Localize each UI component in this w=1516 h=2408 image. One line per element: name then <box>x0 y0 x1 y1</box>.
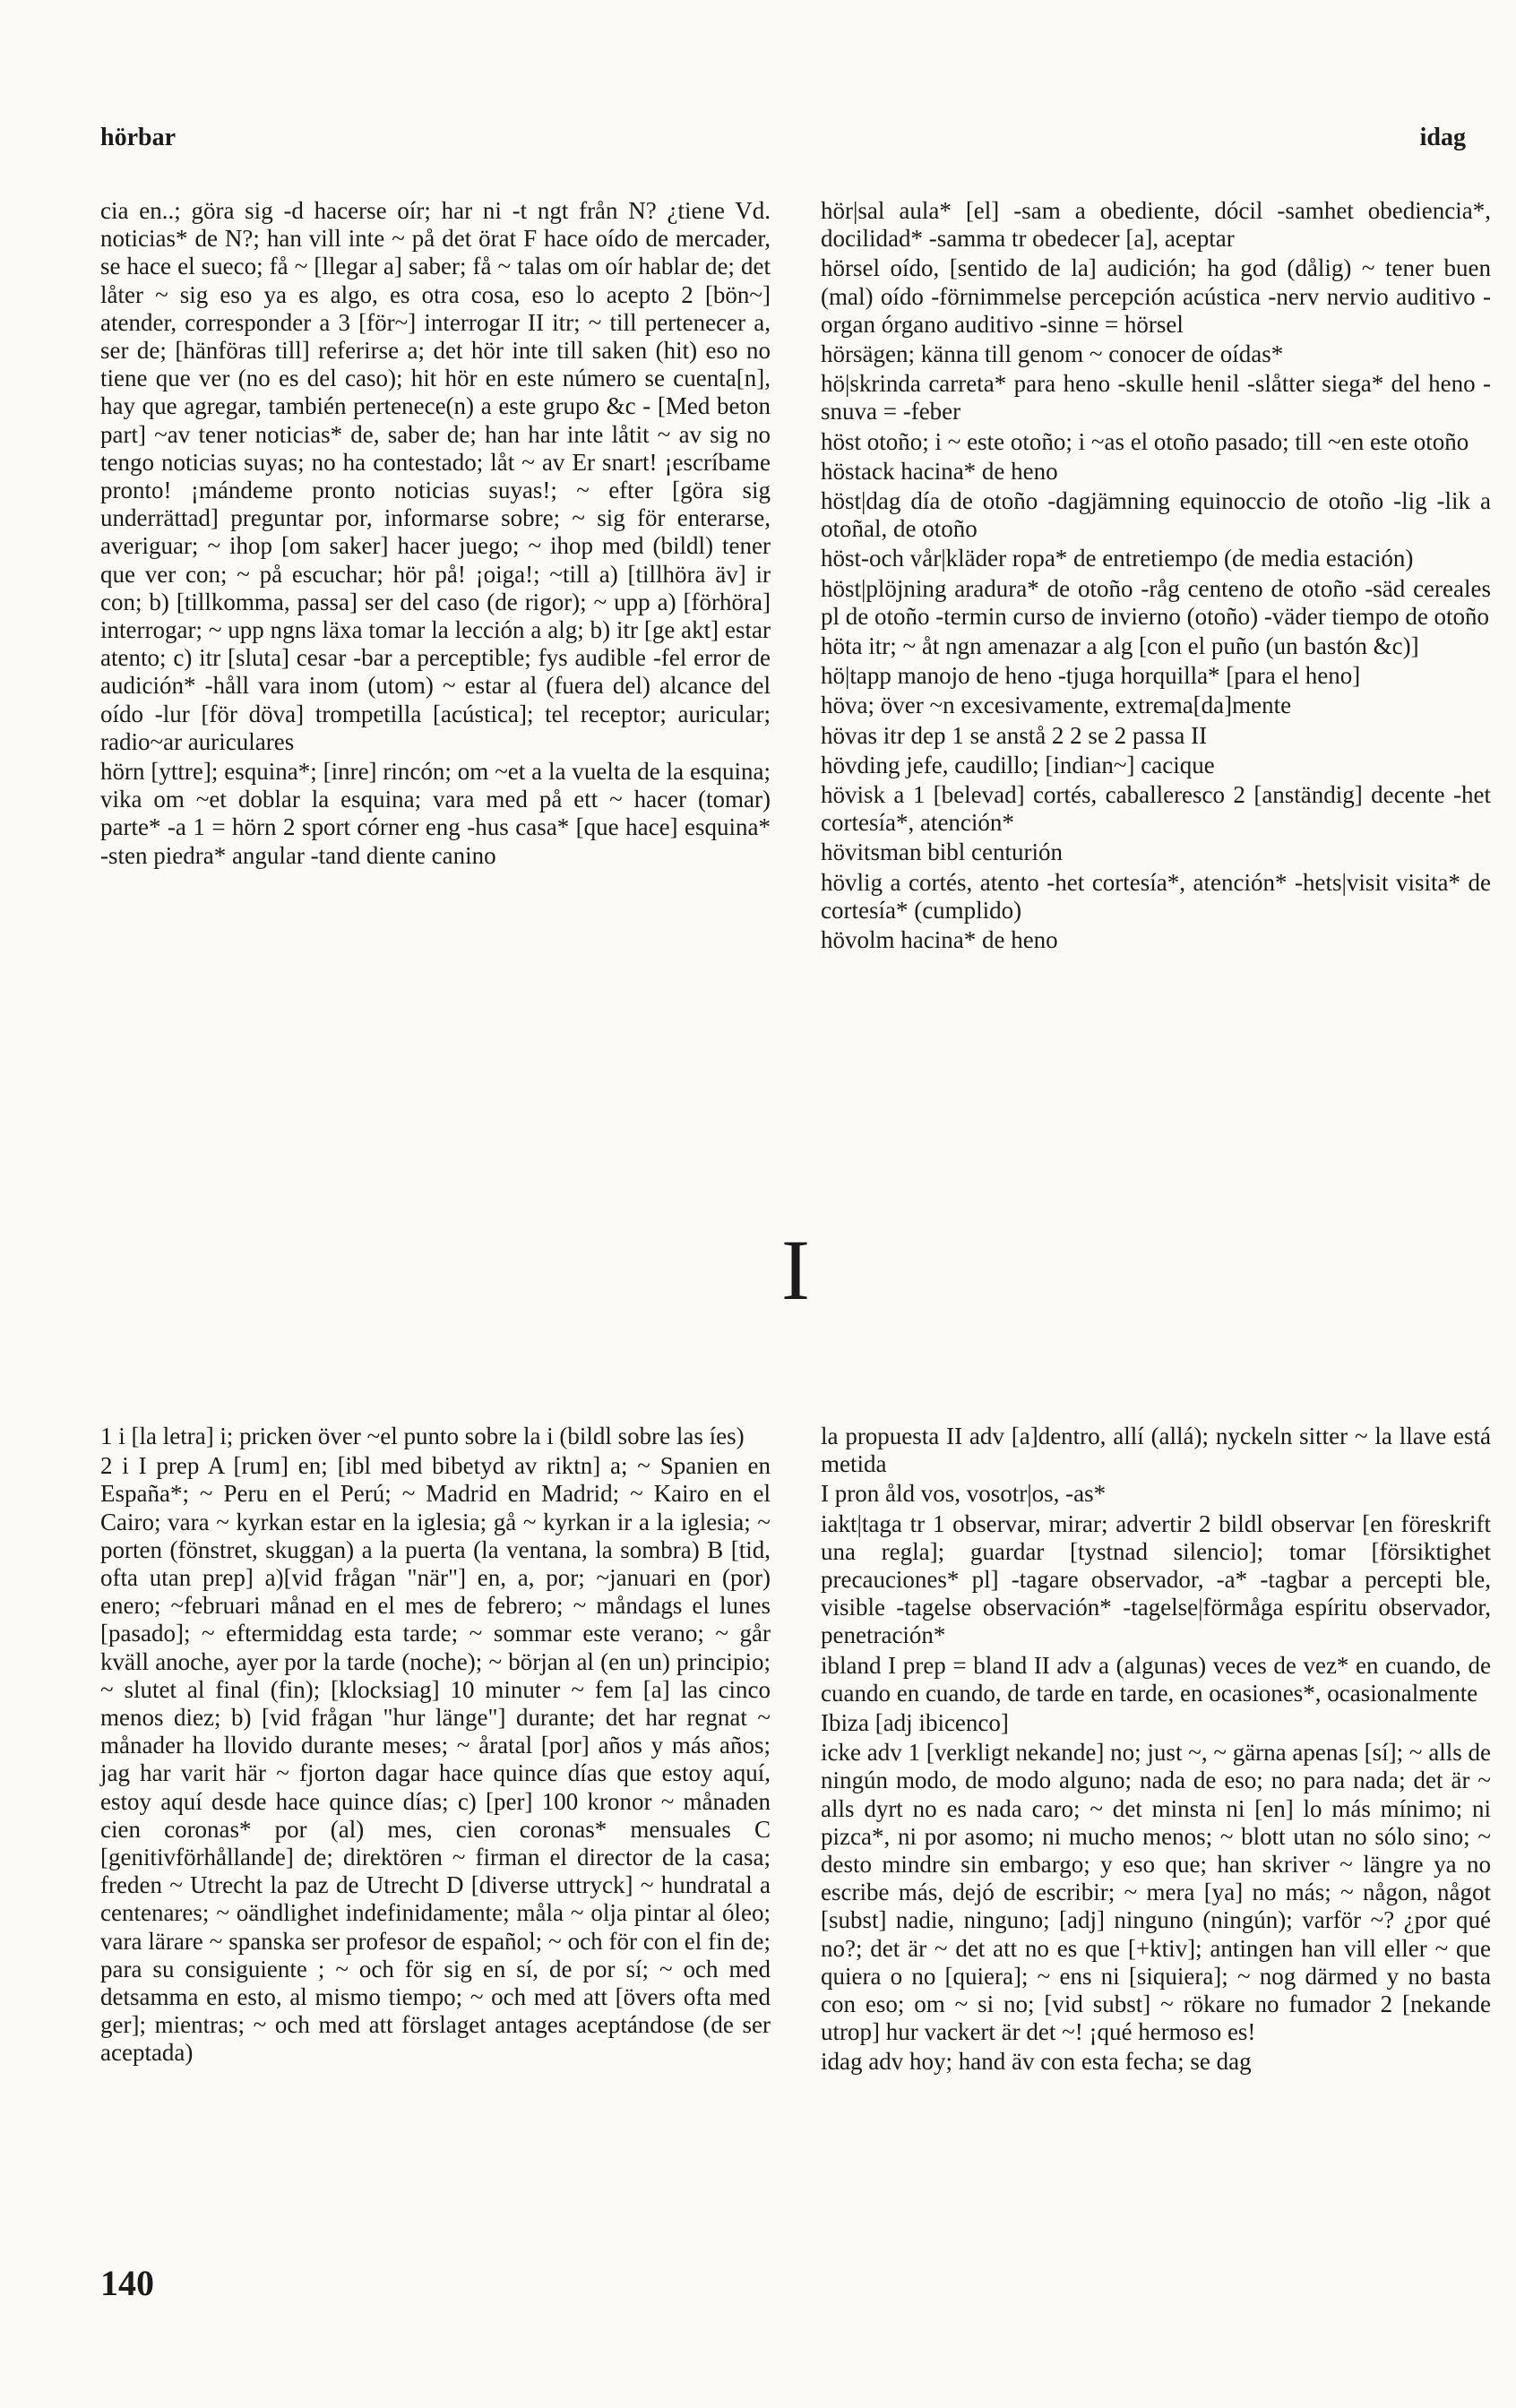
dictionary-entry: cia en..; göra sig -d hacerse oír; har ni -t ngt från N? ¿tiene Vd. noticias* de N?; han vill inte ~ på det örat F hace oído de mercader, se hace el sueco; få ~ [llegar a] saber; få ~ talas om oír hablar de; det låter ~ sig eso ya es algo, es otra cosa, eso lo acepto 2 [bön~] atender, corresponder a 3 [för~] interrogar II itr; ~ till pertenecer a, ser de; [hänföras till] referirse a; det hör inte till saken (hit) eso no tiene que ver (no es del caso); hit hör en este número se cuenta[n], hay que agregar, también pertenece(n) a este grupo &c - [Med beton part] ~av tener noticias* de, saber de; han har inte låtit ~ av sig no tengo noticias suyas; no ha contestado; låt ~ av Er snart! ¡escríbame pronto! ¡mándeme pronto noticias suyas!; ~ efter [göra sig underrättad] preguntar por, informarse sobre; ~ sig för enterarse, averiguar; ~ ihop [om saker] hacer juego; ~ ihop med (bildl) tener que ver con; ~ på escuchar; hör på! ¡oiga!; ~till a) [tillhöra äv] ir con; b) [tillkomma, passa] ser del caso (de rigor); ~ upp a) [förhöra] interrogar; ~ upp ngns läxa tomar la lección a alg; b) itr [ge akt] estar atento; c) itr [sluta] cesar -bar a perceptible; fys audible -fel error de audición* -håll vara inom (utom) ~ estar al (fuera del) alcance del oído -lur [för döva] trompetilla [acústica]; tel receptor; auricular; radio~ar auriculares <box>100 197 771 755</box>
dictionary-entry: hövlig a cortés, atento -het cortesía*, atención* -hets|visit visita* de cortesía* (cumplido) <box>821 868 1491 924</box>
dictionary-entry: 1 i [la letra] i; pricken över ~el punto sobre la i (bildl sobre las íes) <box>100 1423 745 1449</box>
dictionary-entry: la propuesta II adv [a]dentro, allí (allá); nyckeln sitter ~ la llave está metida <box>821 1423 1491 1478</box>
dictionary-entry: höst otoño; i ~ este otoño; i ~as el otoño pasado; till ~en este otoño <box>821 427 1469 455</box>
dictionary-entry: hövisk a 1 [belevad] cortés, caballeresco 2 [anständig] decente -het cortesía*, atención* <box>821 781 1491 837</box>
dictionary-entry: hörsägen; känna till genom ~ conocer de oídas* <box>821 340 1284 368</box>
dictionary-entry: iakt|taga tr 1 observar, mirar; advertir 2 bildl observar [en föreskrift una regla]; guardar [tystnad silencio]; tomar [försiktighet precauciones* pl] -tagare observador, -a* -tagbar a percepti ble, visible -tagelse observación* -tagelse|förmåga espíritu observador, penetración* <box>821 1509 1491 1649</box>
dictionary-entry: höst-och vår|kläder ropa* de entretiempo (de media estación) <box>821 545 1414 572</box>
dictionary-entry: hörsel oído, [sentido de la] audición; ha god (dålig) ~ tener buen (mal) oído -förnimmelse percepción acústica -nerv nervio auditivo -organ órgano auditivo -sinne = hörsel <box>821 254 1491 338</box>
dictionary-entry: idag adv hoy; hand äv con esta fecha; se dag <box>821 2048 1252 2076</box>
dictionary-entry: höstack hacina* de heno <box>821 457 1058 485</box>
dictionary-entry: hö|skrinda carreta* para heno -skulle henil -slåtter siega* del heno -snuva = -feber <box>821 370 1491 426</box>
running-head-right: idag <box>1419 124 1466 151</box>
dictionary-entry: höst|plöjning aradura* de otoño -råg centeno de otoño -säd cereales pl de otoño -termin curso de invierno (otoño) -väder tiempo de otoño <box>821 574 1491 630</box>
dictionary-entry: Ibiza [adj ibicenco] <box>821 1709 1009 1737</box>
dictionary-entry: hövas itr dep 1 se anstå 2 2 se 2 passa II <box>821 721 1208 749</box>
dictionary-entry: 2 i I prep A [rum] en; [ibl med bibetyd av riktn] a; ~ Spanien en España*; ~ Peru en el Perú; ~ Madrid en Madrid; ~ Kairo en el Cairo; vara ~ kyrkan estar en la iglesia; gå ~ kyrkan ir a la iglesia; ~ porten (fönstret, skuggan) a la puerta (la ventana, la sombra) B [tid, ofta utan prep] a)[vid frågan "när"] en, a, por; ~januari en (por) enero; ~februari månad en el mes de febrero; ~ måndags el lunes [pasado]; ~ eftermiddag esta tarde; ~ sommar este verano; ~ går kväll anoche, ayer por la tarde (noche); ~ början al (en un) principio; ~ slutet al final (fin); [klocksiag] 10 minuter ~ fem [a] las cinco menos diez; b) [vid frågan "hur länge"] durante; det har regnat ~ månader ha llovido durante meses; ~ åratal [por] años y más años; jag har varit här ~ fjorton dagar hace quince días que estoy aquí, estoy aquí desde hace quince días; c) [per] 100 kronor ~ månaden cien coronas* por (al) mes, cien coronas* mensuales C [genitivförhållande] de; direktören ~ firman el director de la casa; freden ~ Utrecht la paz de Utrecht D [diverse uttryck] ~ hundratal a centenares; ~ oändlighet indefinidamente; måla ~ olja pintar al óleo; vara lärare ~ spanska ser profesor de español; ~ och för con el fin de; para su consiguiente ; ~ och för sig en sí, de por sí; ~ och med detsamma en esto, al mismo tiempo; ~ och med att [övers ofta med ger]; mientras; ~ och med att förslaget antages aceptándose (de ser aceptada) <box>100 1452 771 2067</box>
dictionary-entry: ibland I prep = bland II adv a (algunas) veces de vez* en cuando, de cuando en cuando, de tarde en tarde, en ocasiones*, ocasionalmente <box>821 1651 1491 1707</box>
section-letter: I <box>781 1222 810 1318</box>
dictionary-entry: I pron åld vos, vosotr|os, -as* <box>821 1480 1107 1508</box>
dictionary-entry: icke adv 1 [verkligt nekande] no; just ~, ~ gärna apenas [sí]; ~ alls de ningún modo, de modo alguno; nada de eso; no para nada; det är ~ alls dyrt no es nada caro; ~ det minsta ni [en] lo más mínimo; ni pizca*, ni por asomo; ni mucho menos; ~ blott utan no sólo sino; ~ desto mindre sin embargo; y eso que; han skriver ~ längre ya no escribe más, dejó de escribir; ~ mera [ya] no más; ~ någon, något [subst] nadie, ninguno; [adj] ninguno (ningún); varför ~? ¿por qué no?; det är ~ det att no es que [+ktiv]; antingen han vill eller ~ que quiera o no [quiera]; ~ ens ni [siquiera]; ~ nog därmed y no basta con eso; om ~ si no; [vid subst] ~ rökare no fumador 2 [nekande utrop] hur vackert är det ~! ¡qué hermoso es! <box>821 1739 1491 2046</box>
right-column-top <box>821 197 1491 954</box>
dictionary-entry: hör|sal aula* [el] -sam a obediente, dócil -samhet obediencia*, docilidad* -samma tr obedecer [a], aceptar <box>821 197 1491 253</box>
left-column-top <box>100 197 771 870</box>
dictionary-entry: höst|dag día de otoño -dagjämning equinoccio de otoño -lig -lik a otoñal, de otoño <box>821 487 1491 543</box>
right-column-bottom <box>821 1423 1491 2077</box>
dictionary-entry: höva; över ~n excesivamente, extrema[da]mente <box>821 692 1292 719</box>
dictionary-entry: hö|tapp manojo de heno -tjuga horquilla* [para el heno] <box>821 662 1361 690</box>
dictionary-entry: hörn [yttre]; esquina*; [inre] rincón; om ~et a la vuelta de la esquina; vika om ~et doblar la esquina; vara med på ett ~ hacer (tomar) parte* -a 1 = hörn 2 sport córner eng -hus casa* [que hace] esquina* -sten piedra* angular -tand diente canino <box>100 758 771 869</box>
dictionary-entry: hövding jefe, caudillo; [indian~] cacique <box>821 751 1215 778</box>
left-column-bottom <box>100 1423 771 2068</box>
dictionary-entry: hövitsman bibl centurión <box>821 838 1063 866</box>
running-head-left: hörbar <box>100 124 176 151</box>
dictionary-entry: hövolm hacina* de heno <box>821 926 1058 954</box>
dictionary-entry: höta itr; ~ åt ngn amenazar a alg [con el puño (un bastón &c)] <box>821 632 1419 660</box>
page-number: 140 <box>100 2263 154 2303</box>
